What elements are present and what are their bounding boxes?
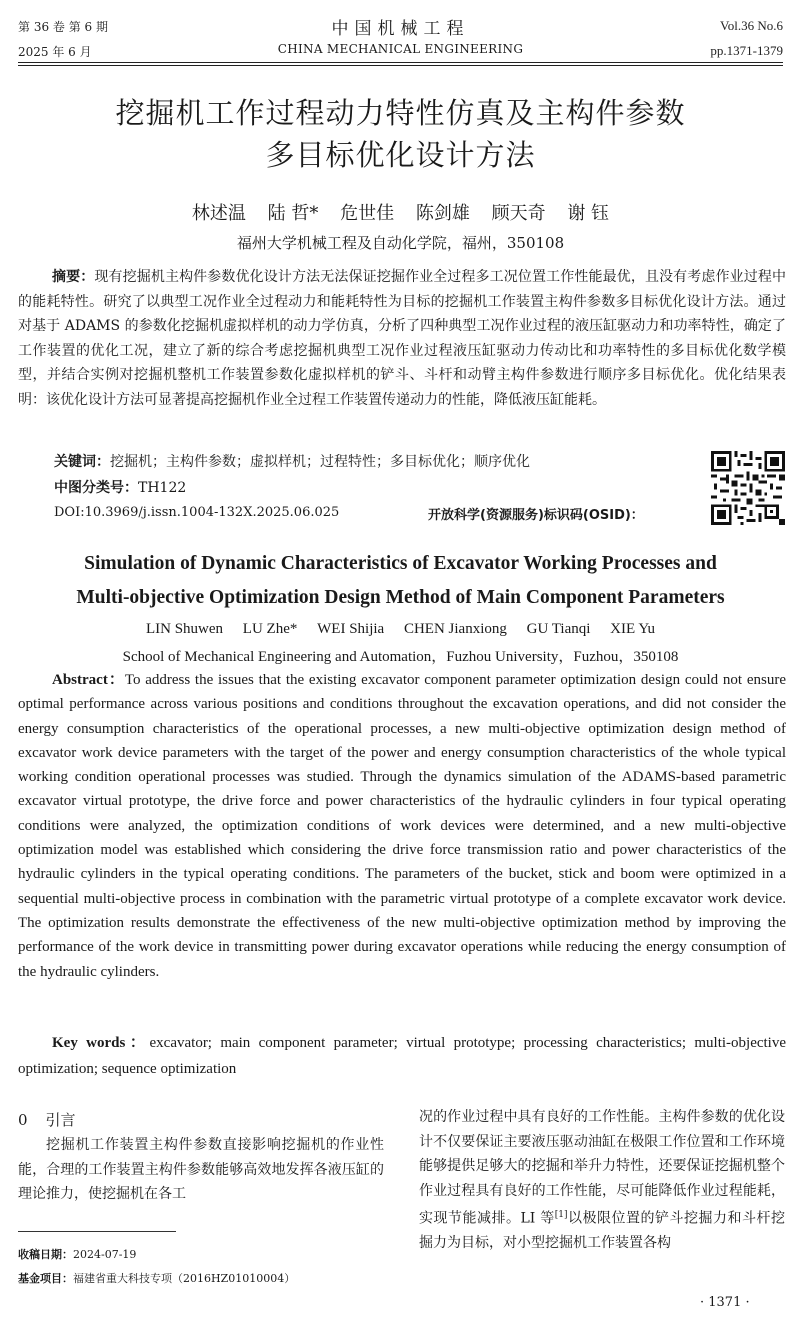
section-title: 引言 xyxy=(45,1111,76,1129)
author-en: LU Zhe* xyxy=(242,621,298,637)
keywords-en-label: Key words： xyxy=(52,1035,150,1051)
qr-code-icon[interactable] xyxy=(711,451,785,525)
author-en: LIN Shuwen xyxy=(145,621,224,637)
citation-ref[interactable]: [1] xyxy=(554,1210,568,1220)
author-cn: 陈剑雄 xyxy=(415,203,470,224)
body-right-column xyxy=(419,1105,785,1256)
author-cn: 顾天奇 xyxy=(491,203,546,224)
fund-label: 基金项目： xyxy=(18,1272,73,1285)
osid-label: 开放科学(资源服务)标识码(OSID)： xyxy=(428,508,644,523)
author-cn: 谢 钰 xyxy=(567,203,610,224)
author-en: XIE Yu xyxy=(610,621,656,637)
author-en: GU Tianqi xyxy=(526,621,591,637)
body-right-text-2: 以极限位置的铲斗挖掘力和斗杆挖掘力为目标，对小型挖掘机工作装置各构 xyxy=(419,1210,785,1252)
abstract-en-label: Abstract： xyxy=(52,672,125,688)
author-cn: 危世佳 xyxy=(340,203,395,224)
affiliation-en: School of Mechanical Engineering and Automation，Fuzhou University，Fuzhou，350108 xyxy=(122,649,679,665)
author-cn: 林述温 xyxy=(191,203,246,224)
keywords-cn-label: 关键词： xyxy=(54,454,110,470)
abstract-cn-label: 摘要： xyxy=(52,269,95,285)
section-heading xyxy=(18,1109,76,1130)
received-label: 收稿日期： xyxy=(18,1248,73,1261)
keywords-en xyxy=(18,1030,786,1082)
author-en: WEI Shijia xyxy=(317,621,385,637)
keywords-en-text: excavator; main component parameter; virtual prototype; processing characteristics; multi-objective optimization; sequence optimization xyxy=(18,1035,787,1077)
journal-name-cn: 中国机械工程 xyxy=(331,19,470,39)
received-date: 2024-07-19 xyxy=(73,1248,137,1261)
page-number: · 1371 · xyxy=(700,1295,750,1310)
abstract-en-text: To address the issues that the existing excavator component parameter optimization design could not ensure optimal performance across various positions and conditions throughout the excavation operations, and did not consider the energy consumption characteristics of the operational processes, a new multi-objective optimization design method of excavator work device parameters with the target of the power and energy consumption characteristics of the whole typical working condition operational processes was studied. Through the dynamics simulation of the ADAMS-based parametric excavator virtual prototype, the drive force and power characteristics of the hydraulic cylinders in four typical operating conditions were analyzed, the optimization conditions of work devices were determined, and a new multi-objective optimization model was established which considering the drive force transmission ratio and power characteristics of the hydraulic cylinders in the typical operating conditions. The parameters of the bucket, stick and boom were optimized in a sequential multi-objective process in combination with the parametric virtual prototype of a complete excavator work device. The optimization results demonstrate the effectiveness of the new multi-objective optimization method by improving the performance of the work device in transmitting power during excavator operations while reducing the energy consumption of the hydraulic cylinders. xyxy=(18,672,786,980)
body-left-column xyxy=(18,1133,384,1207)
authors-cn xyxy=(0,199,801,225)
footnote-rule xyxy=(18,1231,176,1232)
classification xyxy=(54,477,186,497)
section-number: 0 xyxy=(18,1111,28,1129)
page-range: pp.1371-1379 xyxy=(710,43,783,58)
volume-issue-cn: 第 36 卷 第 6 期 xyxy=(18,20,108,34)
footnote-received xyxy=(18,1246,136,1262)
title-cn-line2: 多目标优化设计方法 xyxy=(265,138,536,172)
title-cn xyxy=(0,92,801,176)
keywords-cn-text: 挖掘机；主构件参数；虚拟样机；过程特性；多目标优化；顺序优化 xyxy=(110,454,530,470)
title-en xyxy=(0,547,801,615)
footnote-fund xyxy=(18,1270,295,1286)
authors-en xyxy=(0,621,801,638)
body-right-text-1: 况的作业过程中具有良好的工作性能。主构件参数的优化设计不仅要保证主要液压驱动油缸在极限工作位置和工作环境能够提供足够大的挖掘和举升力特性，还要保证挖掘机整个作业过程具有良好的工作性能，尽可能降低作业过程能耗，实现节能减排。LI 等 xyxy=(419,1109,785,1227)
classification-code: TH122 xyxy=(138,480,187,496)
affiliation-cn: 福州大学机械工程及自动化学院，福州，350108 xyxy=(236,234,565,252)
volume-issue-en: Vol.36 No.6 xyxy=(720,18,783,33)
header-rule-bottom xyxy=(18,65,783,66)
keywords-cn xyxy=(54,451,530,471)
journal-name-en: CHINA MECHANICAL ENGINEERING xyxy=(277,42,524,56)
classification-label: 中图分类号： xyxy=(54,480,138,496)
author-cn: 陆 哲* xyxy=(267,203,319,224)
abstract-cn-text: 现有挖掘机主构件参数优化设计方法无法保证挖掘作业全过程多工况位置工作性能最优，且没有考虑作业过程中的能耗特性。研究了以典型工况作业全过程动力和能耗特性为目标的挖掘机工作装置主构件参数多目标优化设计方法。通过对基于 ADAMS 的参数化挖掘机虚拟样机的动力学仿真，分析了四种典型工况作业过程的液压缸驱动力和功率特性，确定了工作装置的优化工况，建立了新的综合考虑挖掘机典型工况作业过程液压缸驱动力传动比和功率特性的多目标优化数学模型，并结合实例对挖掘机整机工作装置参数化虚拟样机的铲斗、斗杆和动臂主构件参数进行顺序多目标优化。优化结果表明：该优化设计方法可显著提高挖掘机作业全过程工作装置传递动力的性能，降低液压缸能耗。 xyxy=(18,269,787,408)
date-cn: 2025 年 6 月 xyxy=(18,45,92,59)
body-left-text: 挖掘机工作装置主构件参数直接影响挖掘机的作业性能，合理的工作装置主构件参数能够高效地发挥各液压缸的理论推力，使挖掘机在各工 xyxy=(18,1137,384,1202)
abstract-en xyxy=(18,668,786,984)
author-en: CHEN Jianxiong xyxy=(403,621,507,637)
abstract-cn xyxy=(18,265,786,412)
header-rule-top xyxy=(18,62,783,63)
title-en-line2: Multi-objective Optimization Design Method of Main Component Parameters xyxy=(76,587,725,608)
title-en-line1: Simulation of Dynamic Characteristics of Excavator Working Processes and xyxy=(84,553,717,574)
title-cn-line1: 挖掘机工作过程动力特性仿真及主构件参数 xyxy=(115,96,686,130)
fund-text: 福建省重大科技专项（2016HZ01010004） xyxy=(73,1272,296,1285)
doi: DOI:10.3969/j.issn.1004-132X.2025.06.025 xyxy=(54,505,340,520)
